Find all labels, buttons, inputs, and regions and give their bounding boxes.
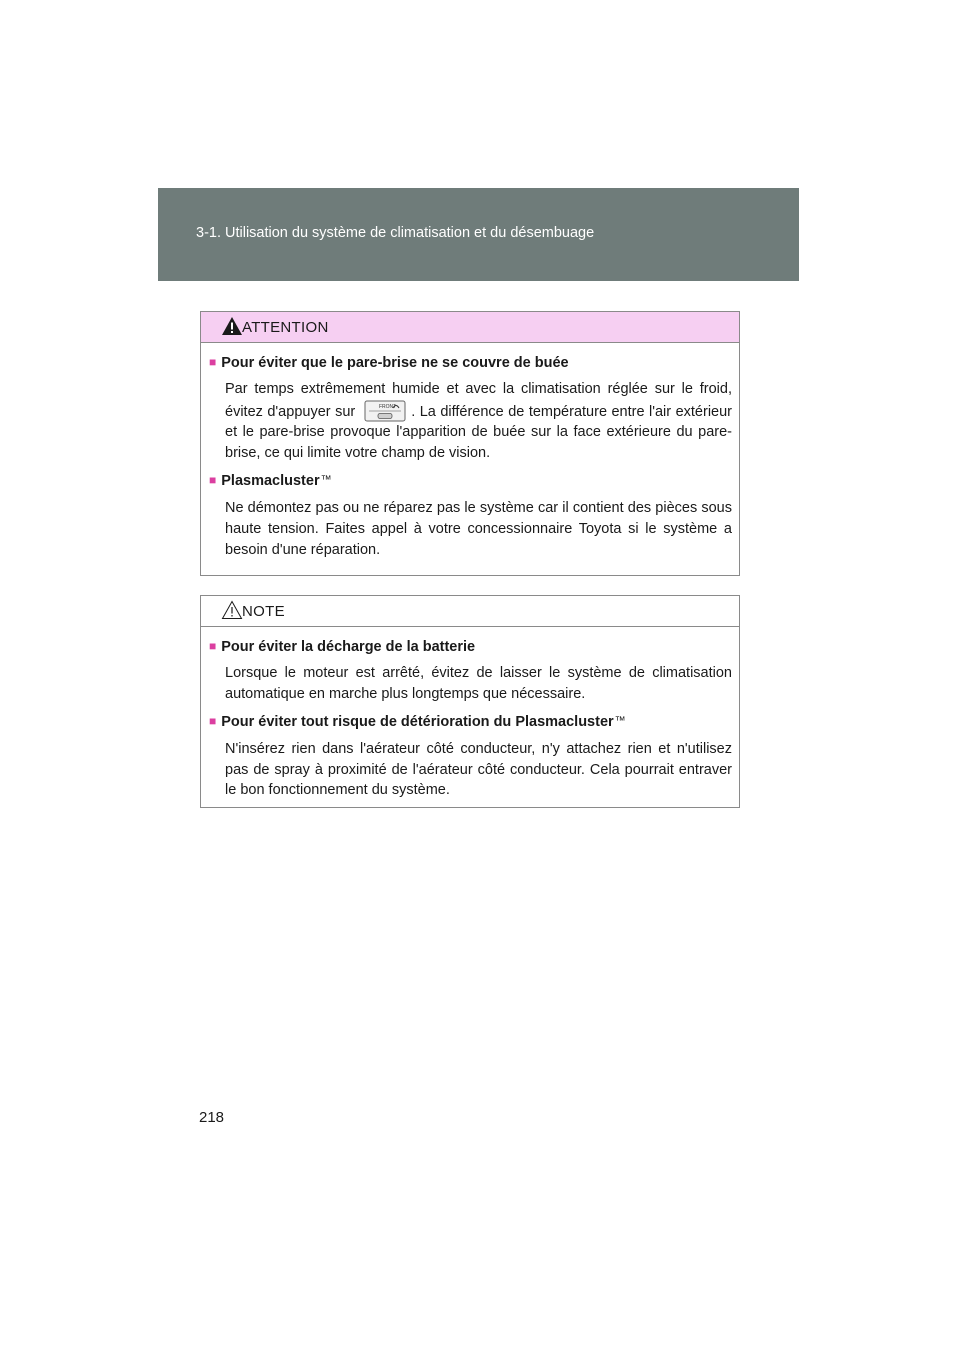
caution-outline-icon (221, 600, 243, 620)
chapter-title: 3-1. Utilisation du système de climatisation et du désembuage (196, 225, 595, 241)
note-title: NOTE (242, 603, 285, 620)
chapter-header (158, 188, 799, 281)
square-bullet-icon: ■ (209, 639, 217, 653)
page-number: 218 (199, 1109, 225, 1126)
front-defroster-button-icon (363, 400, 407, 422)
note-box (200, 595, 740, 808)
note-item-text: Lorsque le moteur est arrêté, évitez de laisser le système de climatisation automatique en marche plus longtemps que nécessaire. (225, 665, 732, 702)
note-item-text: N'insérez rien dans l'aérateur côté conducteur, n'y attachez rien et n'utilisez pas de spray à proximité de l'aérateur côté conducteur. Cela pourrait entraver le bon fonctionnement du système. (225, 741, 732, 799)
attention-header (201, 312, 739, 343)
attention-item-heading: ■ Pour éviter que le pare-brise ne se couvre de buée (209, 355, 569, 371)
note-header (201, 596, 739, 627)
note-item-heading: ■ Pour éviter tout risque de détérioration du Plasmacluster™ (209, 714, 626, 731)
square-bullet-icon: ■ (209, 355, 217, 369)
square-bullet-icon: ■ (209, 714, 217, 729)
attention-item-heading: ■ Plasmacluster™ (209, 473, 332, 490)
note-item-heading: ■ Pour éviter la décharge de la batterie (209, 639, 476, 655)
square-bullet-icon: ■ (209, 473, 217, 488)
attention-title: ATTENTION (242, 319, 329, 336)
attention-item-text: Ne démontez pas ou ne réparez pas le système car il contient des pièces sous haute tension. Faites appel à votre concessionnaire Toyota si le système a besoin d'une réparation. (225, 500, 732, 558)
attention-item-text: Par temps extrêmement humide et avec la climatisation réglée sur le froid, évitez d'appuyer sur FRONT . La différence de température entre l'air extérieur et le pare-brise provoque l'apparition de buée sur la face extérieure du pare-brise, ce qui limite votre champ de vision. (225, 381, 733, 461)
attention-box (200, 311, 740, 576)
warning-icon (221, 316, 243, 336)
front-label: FRONT (379, 403, 397, 410)
